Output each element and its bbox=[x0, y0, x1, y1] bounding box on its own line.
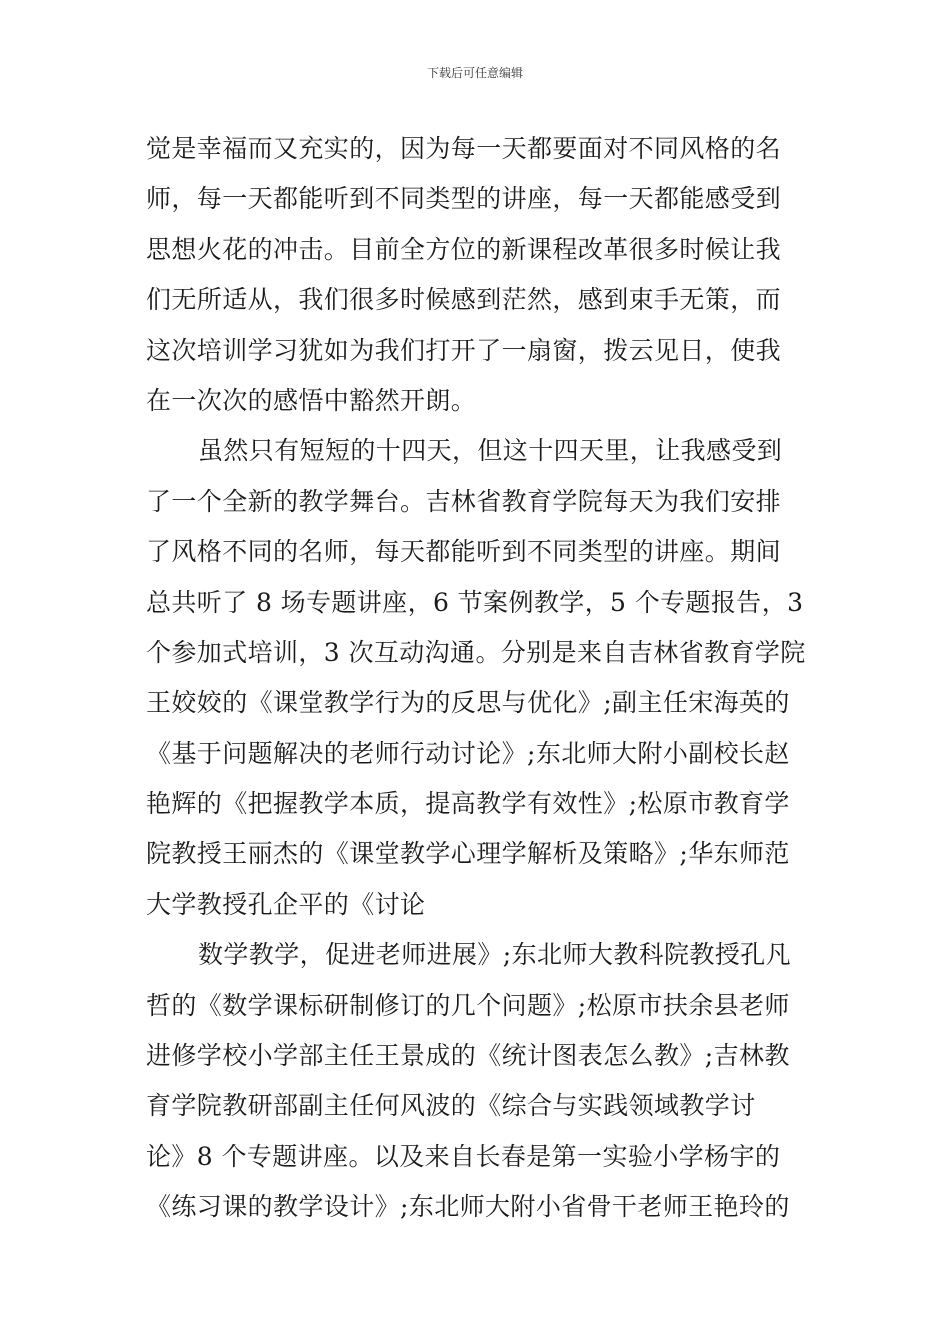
text-line: 了风格不同的名师，每天都能听到不同类型的讲座。期间 bbox=[146, 537, 782, 567]
text-line: 大学教授孔企平的《讨论 bbox=[146, 889, 426, 919]
text-line: 王姣姣的《课堂教学行为的反思与优化》;副主任宋海英的 bbox=[146, 688, 790, 718]
page-header-note: 下载后可任意编辑 bbox=[426, 66, 523, 80]
text-line: 艳辉的《把握教学本质，提高教学有效性》;松原市教育学 bbox=[146, 789, 790, 819]
text-line: 在一次次的感悟中豁然开朗。 bbox=[146, 385, 477, 415]
text-line: 哲的《数学课标研制修订的几个问题》;松原市扶余县老师 bbox=[146, 990, 790, 1020]
text-line: 觉是幸福而又充实的，因为每一天都要面对不同风格的名 bbox=[146, 134, 782, 163]
text-line: 进修学校小学部主任王景成的《统计图表怎么教》;吉林教 bbox=[146, 1041, 790, 1071]
text-line: 总共听了 8 场专题讲座，6 节案例教学，5 个专题报告，3 bbox=[146, 587, 804, 617]
paragraph-first-line: 虽然只有短短的十四天，但这十四天里，让我感受到 bbox=[198, 436, 783, 466]
document-body bbox=[146, 124, 816, 1233]
text-line: 这次培训学习犹如为我们打开了一扇窗，拨云见日，使我 bbox=[146, 335, 782, 365]
text-line: 了一个全新的教学舞台。吉林省教育学院每天为我们安排 bbox=[146, 486, 782, 516]
paragraph-first-line: 数学教学，促进老师进展》;东北师大教科院教授孔凡 bbox=[198, 940, 792, 970]
text-line: 个参加式培训，3 次互动沟通。分别是来自吉林省教育学院 bbox=[146, 637, 806, 667]
text-line: 师，每一天都能听到不同类型的讲座，每一天都能感受到 bbox=[146, 184, 782, 214]
text-line: 思想火花的冲击。目前全方位的新课程改革很多时候让我 bbox=[146, 234, 782, 264]
text-line: 育学院教研部副主任何风波的《综合与实践领域教学讨 bbox=[146, 1091, 756, 1121]
text-line: 论》8 个专题讲座。以及来自长春是第一实验小学杨宇的 bbox=[146, 1141, 781, 1171]
text-line: 《练习课的教学设计》;东北师大附小省骨干老师王艳玲的 bbox=[146, 1192, 790, 1222]
text-line: 们无所适从，我们很多时候感到茫然，感到束手无策，而 bbox=[146, 285, 782, 315]
text-line: 《基于问题解决的老师行动讨论》;东北师大附小副校长赵 bbox=[146, 738, 790, 768]
text-line: 院教授王丽杰的《课堂教学心理学解析及策略》;华东师范 bbox=[146, 839, 790, 869]
